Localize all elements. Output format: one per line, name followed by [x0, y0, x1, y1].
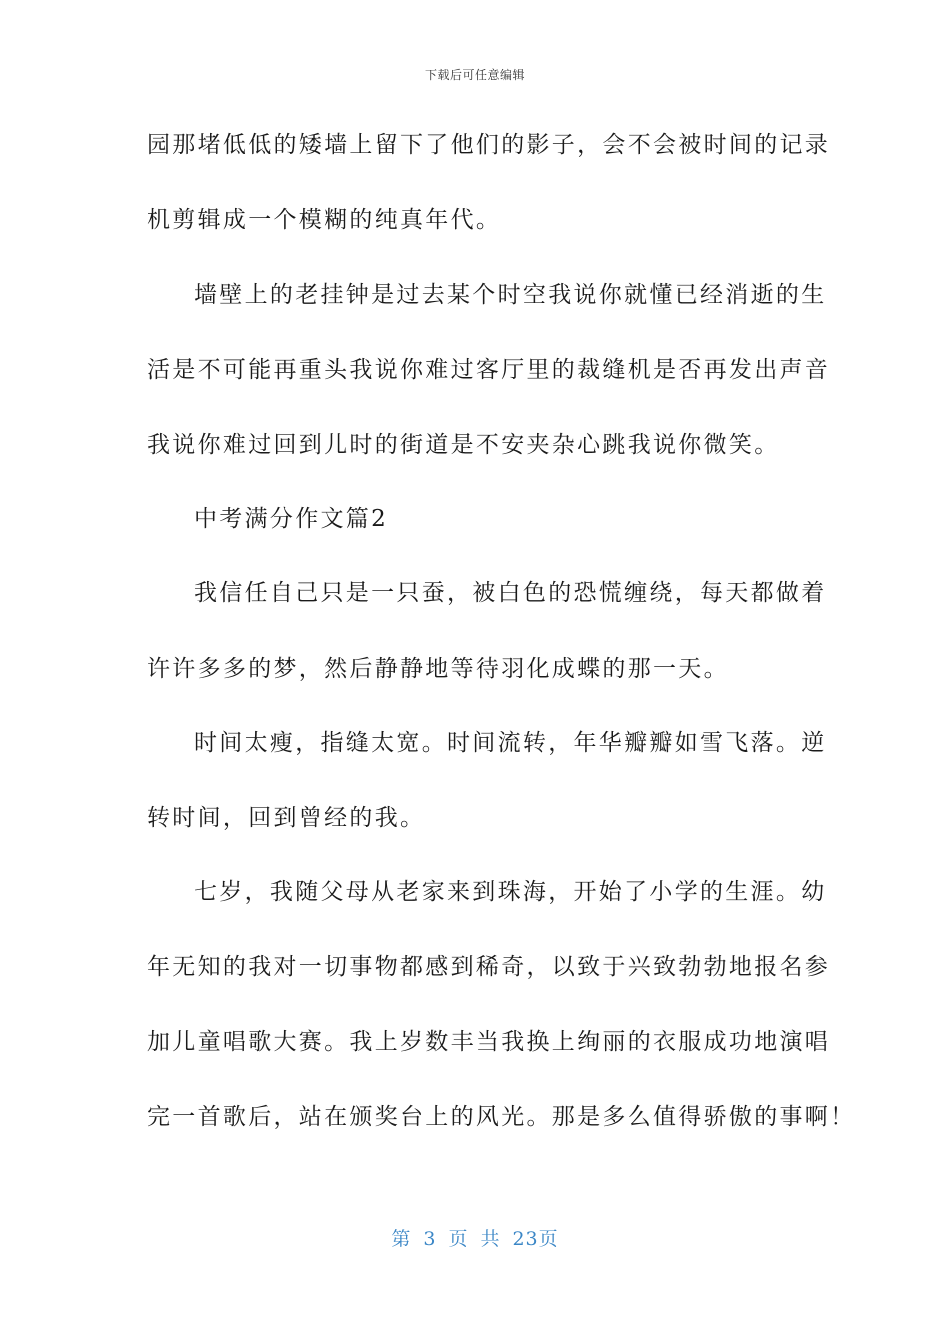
header-note: 下载后可任意编辑 — [424, 68, 525, 82]
body-line: 活是不可能再重头我说你难过客厅里的裁缝机是否再发出声音 — [147, 357, 831, 383]
body-line: 转时间，回到曾经的我。 — [147, 805, 426, 831]
body-line: 完一首歌后，站在颁奖台上的风光。那是多么值得骄傲的事啊！ — [147, 1104, 856, 1130]
body-line: 加儿童唱歌大赛。我上岁数丰当我换上绚丽的衣服成功地演唱 — [147, 1029, 831, 1055]
section-heading: 中考满分作文篇2 — [194, 506, 389, 532]
body-line: 我信任自己只是一只蚕，被白色的恐慌缠绕，每天都做着 — [194, 580, 827, 606]
body-line: 园那堵低低的矮墙上留下了他们的影子，会不会被时间的记录 — [147, 132, 831, 158]
body-line: 我说你难过回到儿时的街道是不安夹杂心跳我说你微笑。 — [147, 432, 780, 458]
footer-total-pages: 23页 — [512, 1228, 559, 1250]
body-line: 七岁，我随父母从老家来到珠海，开始了小学的生涯。幼 — [194, 879, 827, 905]
footer-label-di: 第 — [391, 1228, 412, 1250]
body-line: 许许多多的梦，然后静静地等待羽化成蝶的那一天。 — [147, 656, 729, 682]
footer-label-gong: 共 — [480, 1228, 501, 1250]
body-line: 墙壁上的老挂钟是过去某个时空我说你就懂已经消逝的生 — [194, 282, 827, 308]
footer-current-page: 3 — [423, 1228, 437, 1250]
page-footer — [0, 1224, 950, 1251]
footer-label-ye: 页 — [448, 1228, 469, 1250]
body-line: 机剪辑成一个模糊的纯真年代。 — [147, 207, 502, 233]
body-line: 时间太瘦，指缝太宽。时间流转，年华瓣瓣如雪飞落。逆 — [194, 730, 827, 756]
body-line: 年无知的我对一切事物都感到稀奇，以致于兴致勃勃地报名参 — [147, 954, 831, 980]
